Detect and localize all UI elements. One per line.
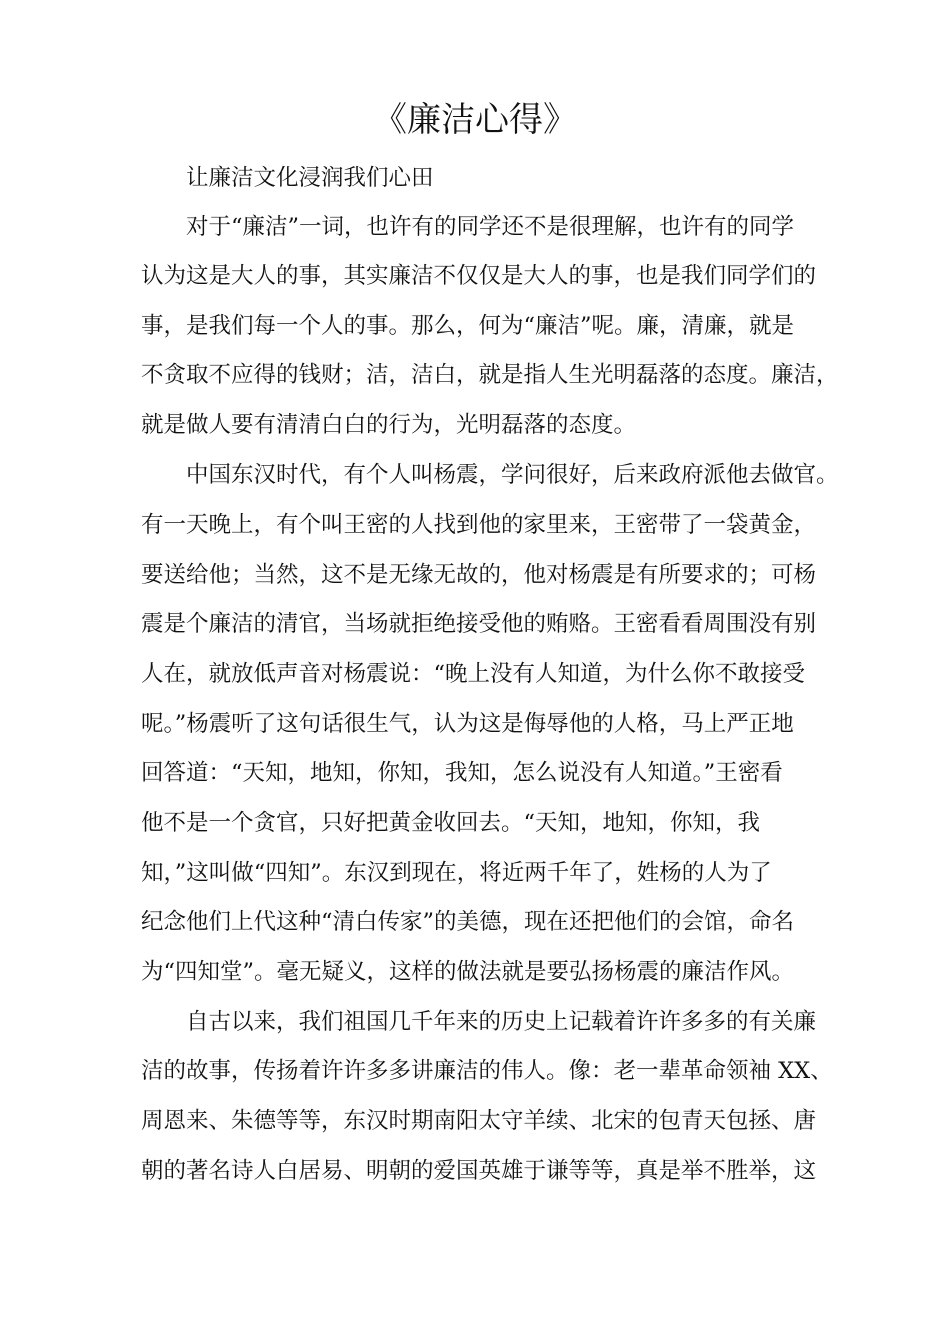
paragraph-line: 知，”这叫做“四知”。东汉到现在，将近两千年了，姓杨的人为了 <box>141 860 772 886</box>
paragraph-line: 有一天晚上，有个叫王密的人找到他的家里来，王密带了一袋黄金， <box>141 512 817 538</box>
document-title: 《廉洁心得》 <box>373 100 577 140</box>
paragraph-line: 呢。”杨震听了这句话很生气，认为这是侮辱他的人格，马上严正地 <box>141 711 794 737</box>
paragraph-line: 他不是一个贪官，只好把黄金收回去。“天知，地知，你知，我 <box>141 810 761 836</box>
paragraph-line: 事，是我们每一个人的事。那么，何为“廉洁”呢。廉，清廉，就是 <box>141 313 795 339</box>
paragraph-line: 就是做人要有清清白白的行为，光明磊落的态度。 <box>141 412 637 438</box>
paragraph-line: 对于“廉洁”一词，也许有的同学还不是很理解，也许有的同学 <box>186 214 795 240</box>
paragraph-line: 认为这是大人的事，其实廉洁不仅仅是大人的事，也是我们同学们的 <box>141 263 817 289</box>
paragraph-line: 中国东汉时代，有个人叫杨震，学问很好，后来政府派他去做官。 <box>186 462 839 488</box>
paragraph-line: 纪念他们上代这种“清白传家”的美德，现在还把他们的会馆，命名 <box>141 909 795 935</box>
paragraph-line: 人在，就放低声音对杨震说：“晚上没有人知道，为什么你不敢接受 <box>141 661 806 687</box>
paragraph-line: 回答道：“天知，地知，你知，我知，怎么说没有人知道。”王密看 <box>141 760 783 786</box>
paragraph-line: 自古以来，我们祖国几千年来的历史上记载着许许多多的有关廉 <box>186 1009 817 1035</box>
paragraph-line: 洁的故事，传扬着许许多多讲廉洁的伟人。像：老一辈革命领袖 XX、 <box>141 1058 833 1084</box>
paragraph-line: 朝的著名诗人白居易、明朝的爱国英雄于谦等等，真是举不胜举，这 <box>141 1158 817 1184</box>
paragraph-line: 不贪取不应得的钱财；洁，洁白，就是指人生光明磊落的态度。廉洁， <box>141 362 839 388</box>
paragraph-line: 周恩来、朱德等等，东汉时期南阳太守羊续、北宋的包青天包拯、唐 <box>141 1108 817 1134</box>
paragraph-line: 震是个廉洁的清官，当场就拒绝接受他的贿赂。王密看看周围没有别 <box>141 611 817 637</box>
document-subtitle: 让廉洁文化浸润我们心田 <box>186 165 434 191</box>
paragraph-line: 为“四知堂”。毫无疑义，这样的做法就是要弘扬杨震的廉洁作风。 <box>141 959 795 985</box>
paragraph-line: 要送给他；当然，这不是无缘无故的，他对杨震是有所要求的；可杨 <box>141 562 817 588</box>
